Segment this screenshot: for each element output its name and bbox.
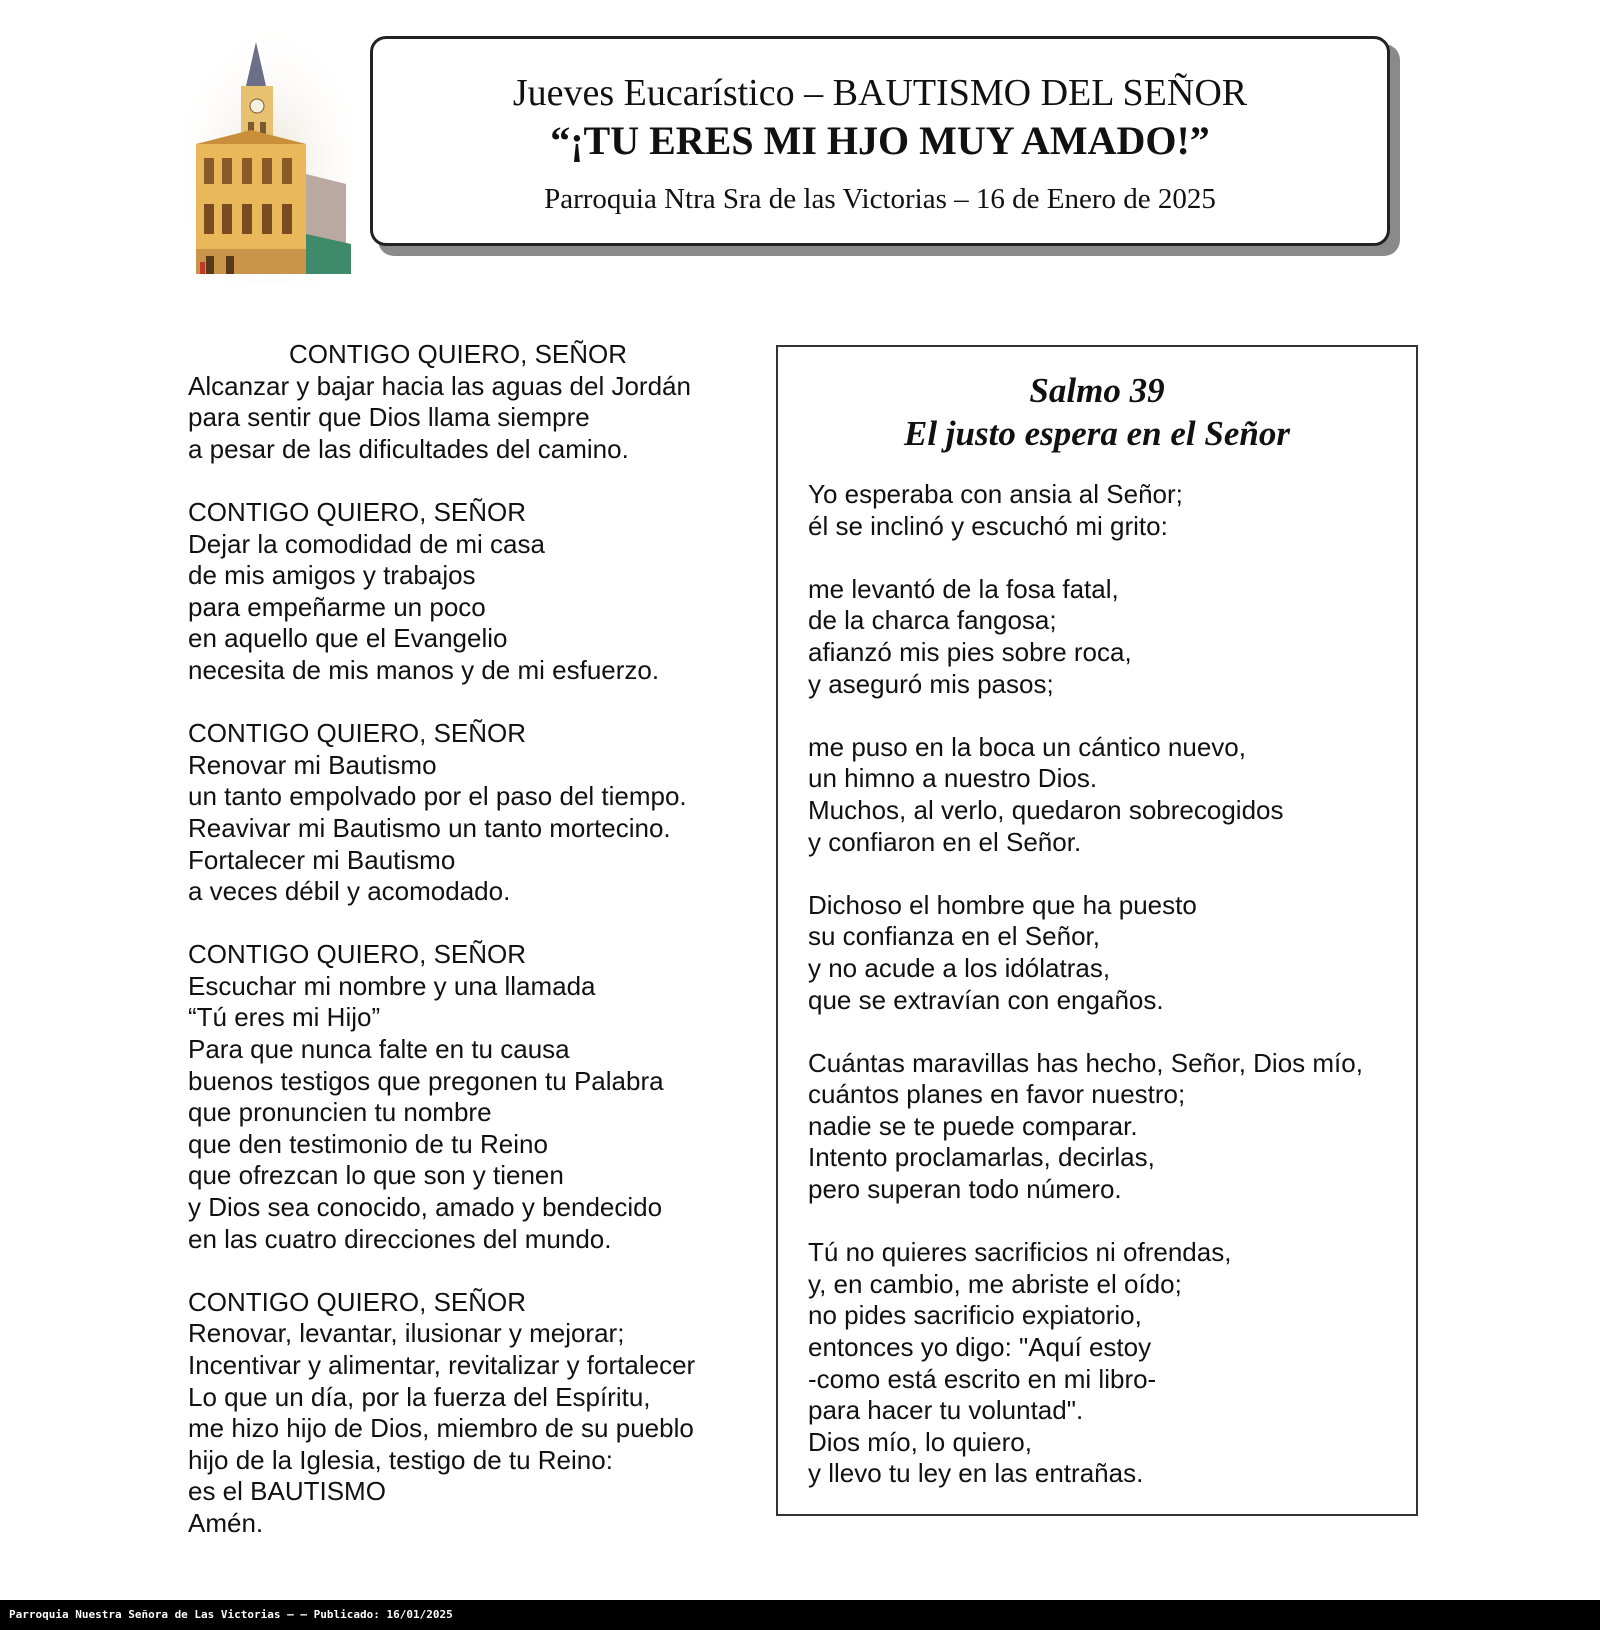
verse-line: a pesar de las dificultades del camino. — [188, 433, 629, 464]
verse-line: en aquello que el Evangelio — [188, 623, 508, 654]
verse-line: Dejar la comodidad de mi casa — [188, 528, 545, 559]
verse-line: CONTIGO QUIERO, SEÑOR — [188, 939, 527, 970]
verse-line: me levantó de la fosa fatal, — [808, 573, 1119, 604]
verse-line: afianzó mis pies sobre roca, — [808, 636, 1132, 667]
poem-column — [188, 339, 748, 1571]
verse-line: Alcanzar y bajar hacia las aguas del Jordán — [188, 370, 691, 401]
stanza — [188, 497, 748, 687]
verse-line: nadie se te puede comparar. — [808, 1110, 1138, 1141]
verse-line: de mis amigos y trabajos — [188, 560, 476, 591]
verse-line: Renovar, levantar, ilusionar y mejorar; — [188, 1318, 625, 1349]
verse-line: él se inclinó y escuchó mi grito: — [808, 510, 1168, 541]
header-box — [370, 36, 1390, 246]
verse-line: y Dios sea conocido, amado y bendecido — [188, 1192, 663, 1223]
verse-line: Escuchar mi nombre y una llamada — [188, 970, 596, 1001]
stanza — [808, 890, 1408, 1016]
header-title-line: Jueves Eucarístico – BAUTISMO DEL SEÑOR — [512, 72, 1248, 114]
verse-line: me puso en la boca un cántico nuevo, — [808, 731, 1246, 762]
stanza — [808, 732, 1408, 858]
verse-line: CONTIGO QUIERO, SEÑOR — [188, 496, 527, 527]
stanza — [808, 479, 1408, 542]
verse-line: Lo que un día, por la fuerza del Espíritu, — [188, 1381, 651, 1412]
stanza — [808, 1048, 1408, 1206]
header-subtitle: Parroquia Ntra Sra de las Victorias – 16 de Enero de 2025 — [544, 183, 1216, 215]
verse-line: que pronuncien tu nombre — [188, 1097, 492, 1128]
footer-bar — [0, 1600, 1600, 1630]
verse-line: no pides sacrificio expiatorio, — [808, 1300, 1142, 1331]
psalm-box — [776, 345, 1418, 1516]
verse-line: Muchos, al verlo, quedaron sobrecogidos — [808, 794, 1284, 825]
church-illustration — [186, 34, 354, 284]
stanza — [188, 339, 748, 465]
verse-line: buenos testigos que pregonen tu Palabra — [188, 1065, 664, 1096]
verse-line: y no acude a los idólatras, — [808, 952, 1111, 983]
verse-line: es el BAUTISMO — [188, 1476, 386, 1507]
verse-line: para hacer tu voluntad". — [808, 1395, 1084, 1426]
psalm-body — [808, 479, 1408, 1522]
header-headline: “¡TU ERES MI HJO MUY AMADO!” — [550, 118, 1210, 163]
psalm-title-block — [778, 369, 1416, 455]
verse-line: Fortalecer mi Bautismo — [188, 844, 456, 875]
verse-line: entonces yo digo: "Aquí estoy — [808, 1332, 1152, 1363]
verse-line: Tú no quieres sacrificios ni ofrendas, — [808, 1237, 1232, 1268]
verse-line: hijo de la Iglesia, testigo de tu Reino: — [188, 1444, 613, 1475]
verse-line: CONTIGO QUIERO, SEÑOR — [188, 1286, 527, 1317]
verse-line: de la charca fangosa; — [808, 605, 1057, 636]
verse-line: CONTIGO QUIERO, SEÑOR — [188, 718, 527, 749]
verse-line: cuántos planes en favor nuestro; — [808, 1079, 1186, 1110]
verse-line: Intento proclamarlas, decirlas, — [808, 1142, 1155, 1173]
psalm-title: Salmo 39 — [1029, 371, 1165, 410]
verse-line: Dios mío, lo quiero, — [808, 1426, 1032, 1457]
verse-line: Dichoso el hombre que ha puesto — [808, 889, 1197, 920]
verse-line: y llevo tu ley en las entrañas. — [808, 1458, 1144, 1489]
verse-line: pero superan todo número. — [808, 1174, 1122, 1205]
verse-line: su confianza en el Señor, — [808, 921, 1100, 952]
verse-line: a veces débil y acomodado. — [188, 876, 511, 907]
verse-line: para empeñarme un poco — [188, 591, 486, 622]
verse-line: Incentivar y alimentar, revitalizar y fortalecer — [188, 1350, 696, 1380]
verse-line: para sentir que Dios llama siempre — [188, 402, 590, 433]
verse-line: que se extravían con engaños. — [808, 984, 1164, 1015]
verse-line: y, en cambio, me abriste el oído; — [808, 1268, 1182, 1299]
stanza — [188, 718, 748, 908]
verse-line: un himno a nuestro Dios. — [808, 763, 1098, 794]
verse-line: Para que nunca falte en tu causa — [188, 1034, 570, 1065]
psalm-subtitle: El justo espera en el Señor — [903, 414, 1290, 453]
verse-line: Amén. — [188, 1507, 264, 1538]
verse-line: Renovar mi Bautismo — [188, 749, 437, 780]
verse-line: Reavivar mi Bautismo un tanto mortecino. — [188, 812, 671, 843]
verse-line: Yo esperaba con ansia al Señor; — [808, 479, 1183, 509]
verse-line: en las cuatro direcciones del mundo. — [188, 1223, 612, 1254]
verse-line: un tanto empolvado por el paso del tiempo. — [188, 781, 687, 812]
stanza — [188, 939, 748, 1255]
verse-line: CONTIGO QUIERO, SEÑOR — [289, 339, 628, 369]
verse-line: “Tú eres mi Hijo” — [188, 1002, 381, 1033]
footer-text: Parroquia Nuestra Señora de Las Victorias – – Publicado: 16/01/2025 — [9, 1608, 453, 1621]
verse-line: que ofrezcan lo que son y tienen — [188, 1160, 564, 1191]
stanza — [808, 1237, 1408, 1490]
verse-line: -como está escrito en mi libro- — [808, 1363, 1157, 1394]
verse-line: necesita de mis manos y de mi esfuerzo. — [188, 654, 660, 685]
verse-line: y confiaron en el Señor. — [808, 826, 1082, 857]
verse-line: me hizo hijo de Dios, miembro de su pueblo — [188, 1413, 694, 1444]
stanza — [188, 1287, 748, 1540]
verse-line: Cuántas maravillas has hecho, Señor, Dios mío, — [808, 1047, 1363, 1078]
stanza — [808, 574, 1408, 700]
verse-line: y aseguró mis pasos; — [808, 668, 1054, 699]
verse-line: que den testimonio de tu Reino — [188, 1128, 548, 1159]
